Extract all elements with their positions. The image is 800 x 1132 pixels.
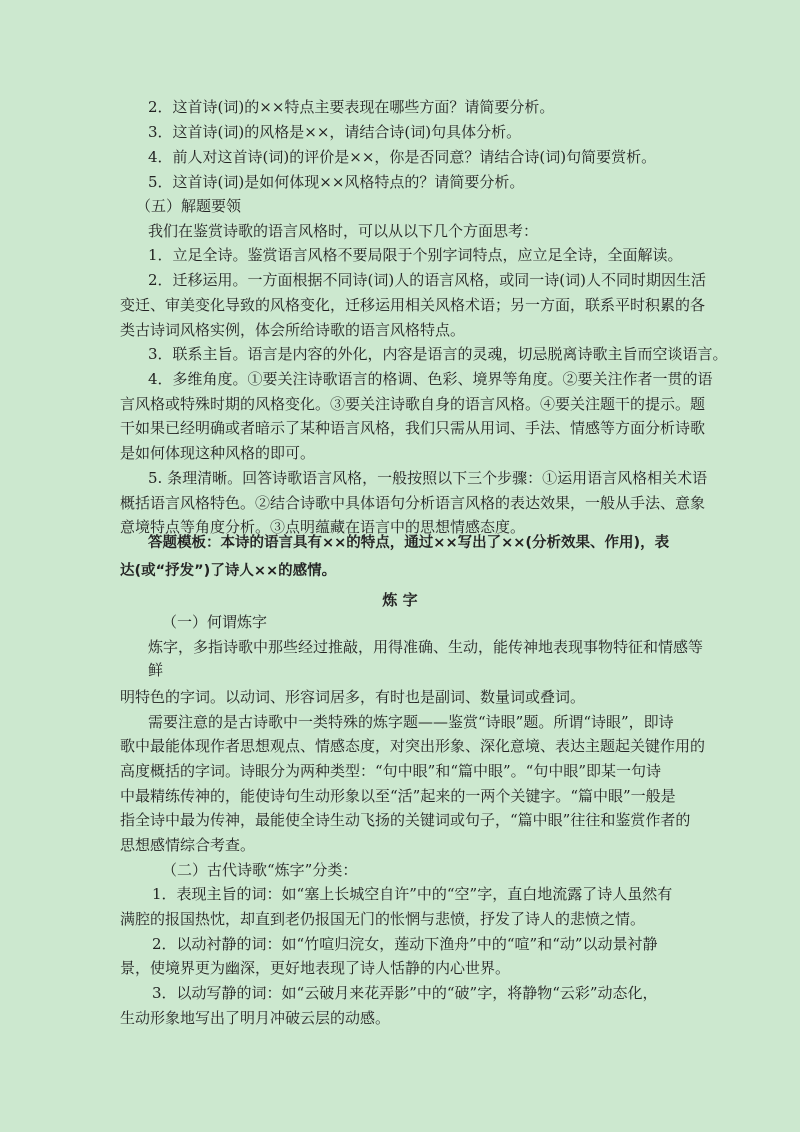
question-2: 2．这首诗(词)的××特点主要表现在哪些方面？请简要分析。: [148, 98, 555, 116]
question-5: 5．这首诗(词)是如何体现××风格特点的？请简要分析。: [148, 173, 525, 191]
subheading-2: （二）古代诗歌“炼字”分类：: [162, 861, 358, 879]
paragraph-line: 鲜: [148, 661, 164, 679]
answer-template: 答题模板：本诗的语言具有××的特点，通过××写出了××(分析效果、作用)，表: [148, 535, 670, 551]
paragraph-line: 高度概括的字词。诗眼分为两种类型：“句中眼”和“篇中眼”。“句中眼”即某一句诗: [120, 762, 662, 780]
paragraph-line: 需要注意的是古诗歌中一类特殊的炼字题——鉴赏“诗眼”题。所谓“诗眼”，即诗: [148, 713, 674, 731]
tip-4: 4．多维角度。①要关注诗歌语言的格调、色彩、境界等角度。②要关注作者一贯的语: [148, 370, 713, 388]
category-1: 1．表现主旨的词：如“塞上长城空自许”中的“空”字，直白地流露了诗人虽然有: [152, 885, 673, 903]
tip-1: 1．立足全诗。鉴赏语言风格不要局限于个别字词特点，应立足全诗，全面解读。: [148, 246, 683, 264]
answer-template-cont: 达(或“抒发”)了诗人××的感情。: [120, 563, 337, 579]
category-2: 2．以动衬静的词：如“竹喧归浣女，莲动下渔舟”中的“喧”和“动”以动景衬静: [152, 935, 658, 953]
category-3: 3．以动写静的词：如“云破月来花弄影”中的“破”字，将静物“云彩”动态化，: [152, 984, 658, 1002]
paragraph-line: 是如何体现这种风格的即可。: [120, 444, 316, 462]
paragraph-line: 明特色的字词。以动词、形容词居多，有时也是副词、数量词或叠词。: [120, 688, 586, 706]
paragraph-line: 思想感情综合考查。: [120, 836, 256, 854]
question-3: 3．这首诗(词)的风格是××，请结合诗(词)句具体分析。: [148, 123, 522, 141]
paragraph-line: 概括语言风格特色。②结合诗歌中具体语句分析语言风格的表达效果，一般从手法、意象: [120, 494, 706, 512]
section-title: 炼 字: [382, 591, 418, 609]
tip-5: 5. 条理清晰。回答诗歌语言风格，一般按照以下三个步骤：①运用语言风格相关术语: [148, 469, 708, 487]
paragraph-line: 指全诗中最为传神，最能使全诗生动飞扬的关键词或句子，“篇中眼”往往和鉴赏作者的: [120, 811, 691, 829]
paragraph-line: 意境特点等角度分析。③点明蕴藏在语言中的思想情感态度。: [120, 518, 526, 536]
tip-3: 3．联系主旨。语言是内容的外化，内容是语言的灵魂，切忌脱离诗歌主旨而空谈语言。: [148, 345, 728, 363]
question-4: 4．前人对这首诗(词)的评价是××，你是否同意？请结合诗(词)句简要赏析。: [148, 148, 657, 166]
paragraph-line: 歌中最能体现作者思想观点、情感态度，对突出形象、深化意境、表达主题起关键作用的: [120, 737, 706, 755]
paragraph-line: 景，使境界更为幽深，更好地表现了诗人恬静的内心世界。: [120, 959, 511, 977]
paragraph-line: 中最精练传神的，能使诗句生动形象以至“活”起来的一两个关键字。“篇中眼”一般是: [120, 787, 676, 805]
section-heading-5: （五）解题要领: [136, 197, 242, 215]
paragraph-line: 我们在鉴赏诗歌的语言风格时，可以从以下几个方面思考：: [148, 222, 539, 240]
paragraph-line: 满腔的报国热忱，却直到老仍报国无门的怅惘与悲愤，抒发了诗人的悲愤之情。: [120, 910, 646, 928]
tip-2: 2．迁移运用。一方面根据不同诗(词)人的语言风格，或同一诗(词)人不同时期因生活: [148, 271, 706, 289]
paragraph-line: 类古诗词风格实例，体会所给诗歌的语言风格特点。: [120, 321, 466, 339]
paragraph-line: 言风格或特殊时期的风格变化。③要关注诗歌自身的语言风格。④要关注题干的提示。题: [120, 395, 706, 413]
paragraph-line: 变迁、审美变化导致的风格变化，迁移运用相关风格术语；另一方面，联系平时积累的各: [120, 296, 706, 314]
subheading-1: （一）何谓炼字: [162, 613, 268, 631]
paragraph-line: 炼字，多指诗歌中那些经过推敲，用得准确、生动，能传神地表现事物特征和情感等: [148, 638, 704, 656]
paragraph-line: 干如果已经明确或者暗示了某种语言风格，我们只需从用词、手法、情感等方面分析诗歌: [120, 419, 706, 437]
paragraph-line: 生动形象地写出了明月冲破云层的动感。: [120, 1009, 391, 1027]
